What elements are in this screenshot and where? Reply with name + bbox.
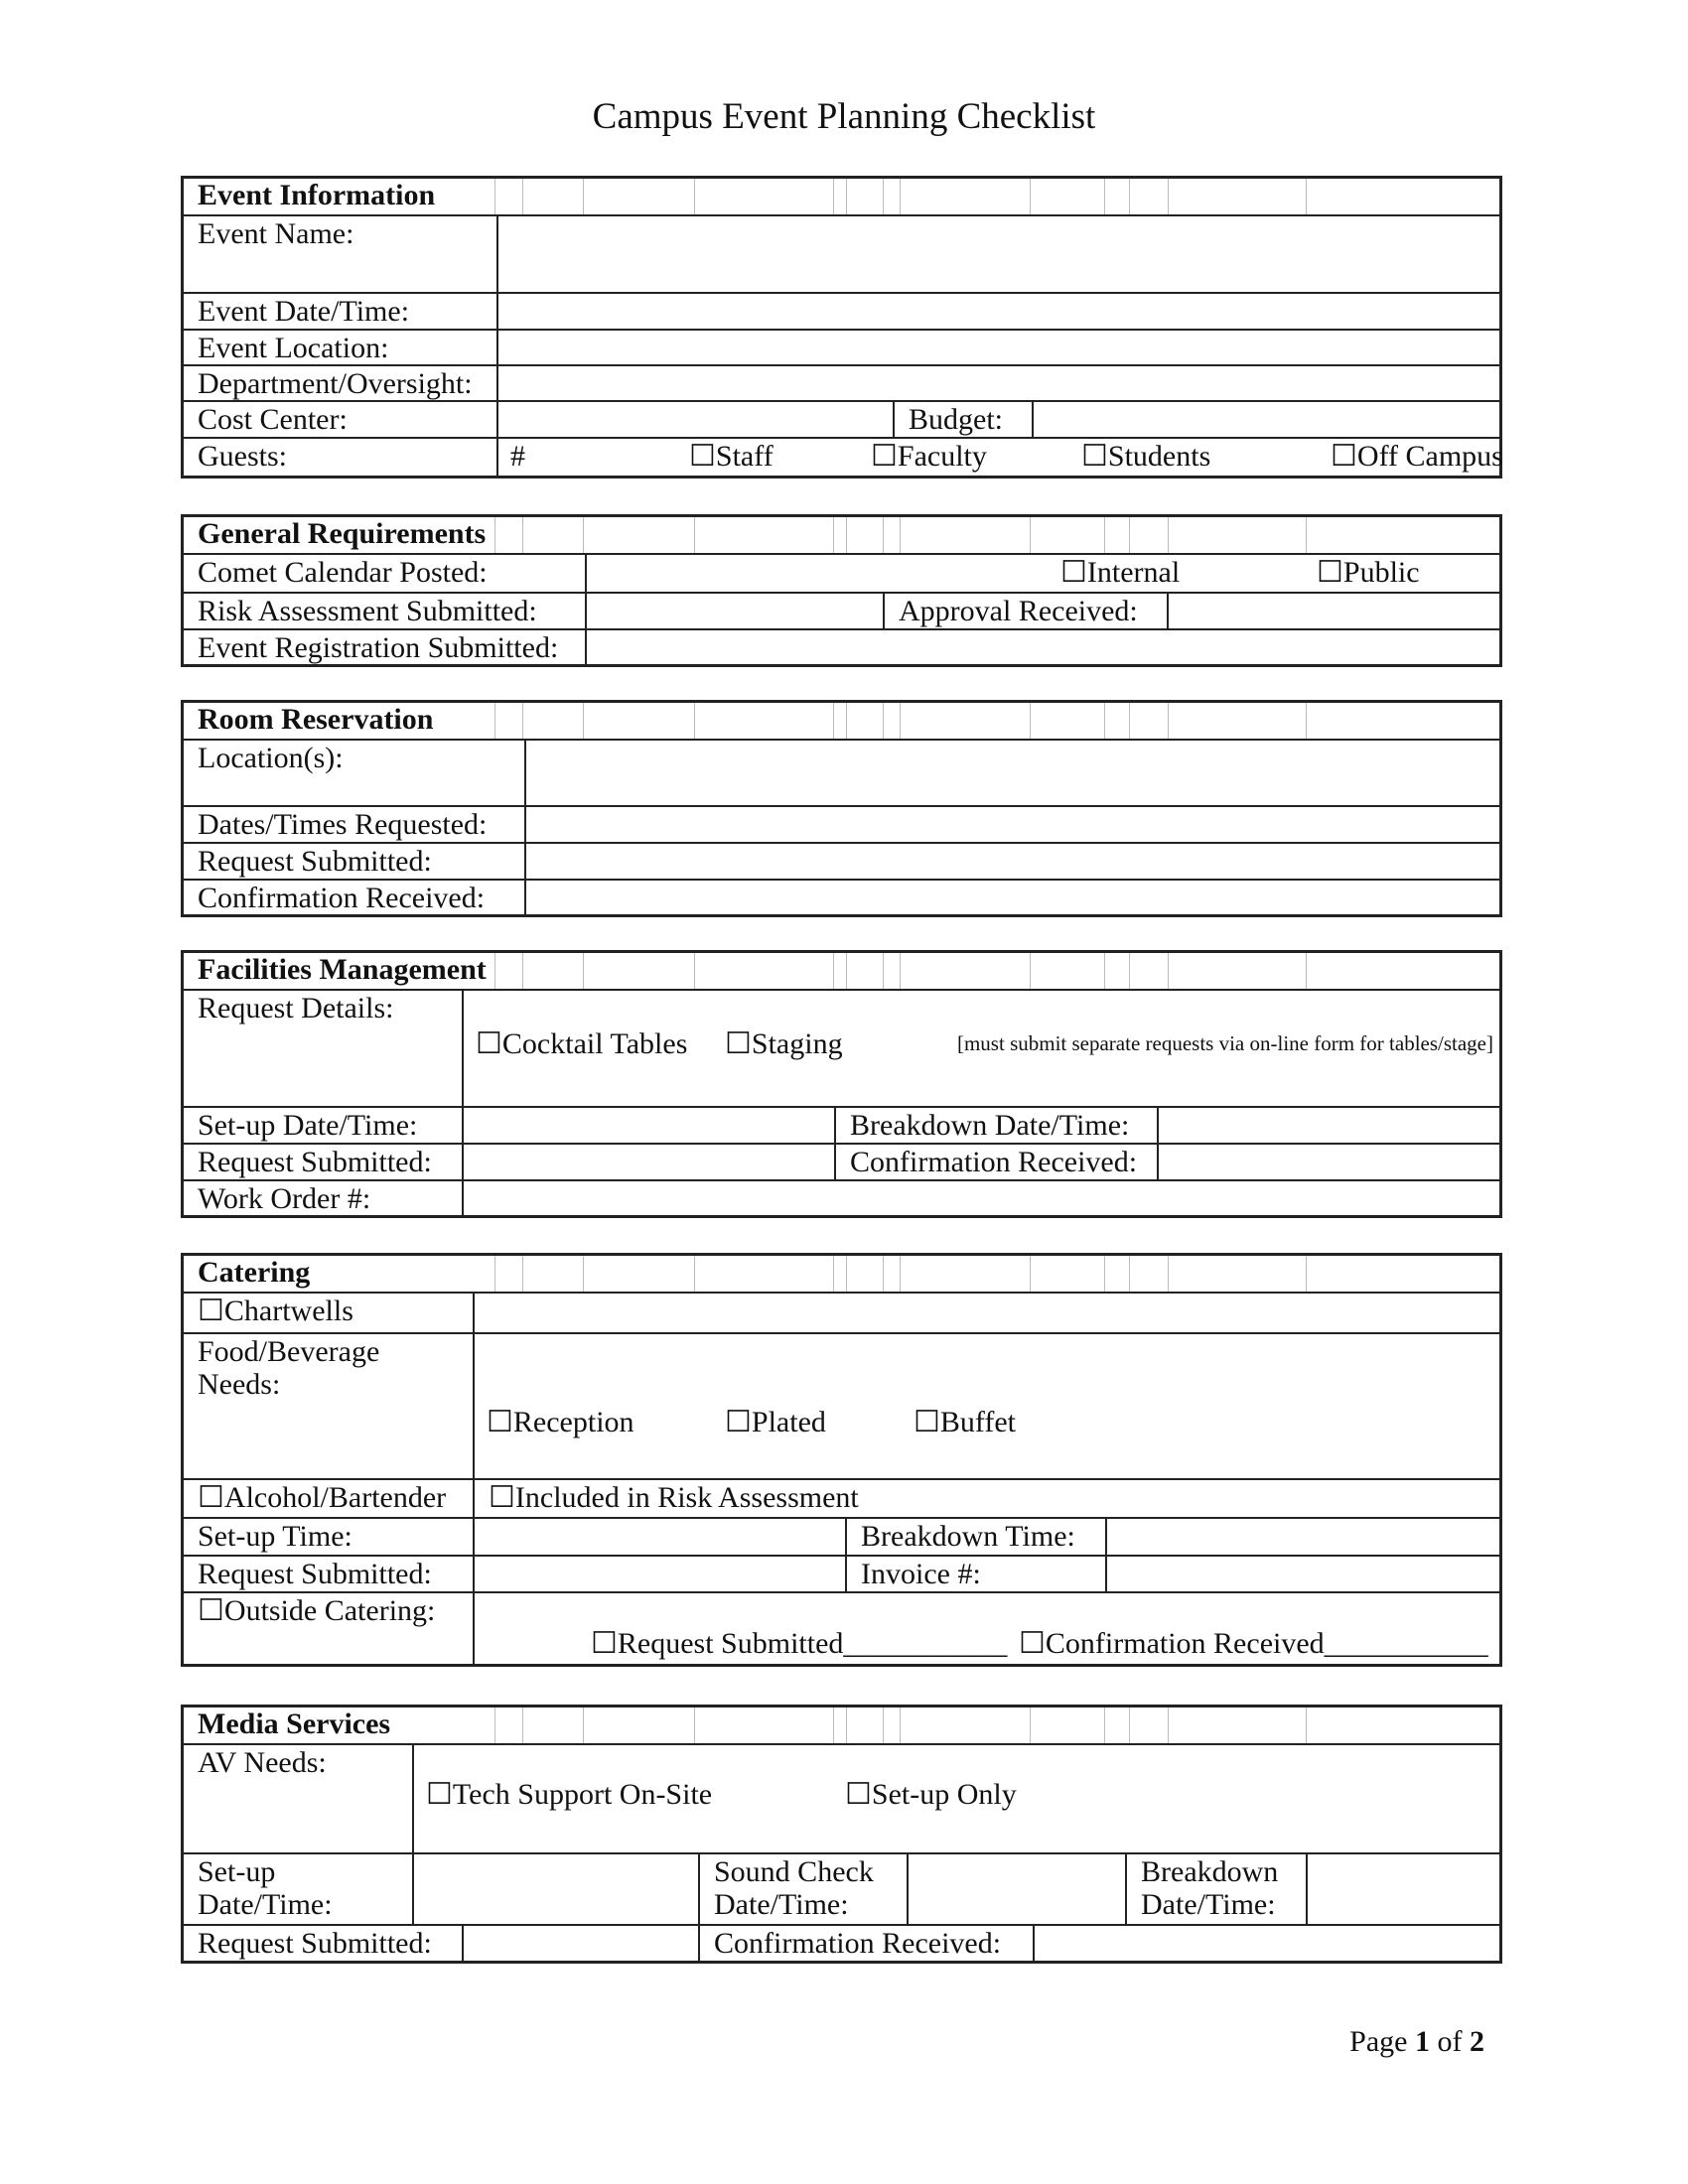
department-label: Department/Oversight: bbox=[198, 367, 473, 400]
section-header: General Requirements bbox=[198, 517, 487, 550]
setup-only-checkbox[interactable]: ☐Set-up Only bbox=[845, 1778, 1017, 1811]
section-header: Catering bbox=[198, 1256, 311, 1289]
guests-field bbox=[496, 439, 1503, 476]
confirmation-field[interactable] bbox=[524, 881, 1499, 914]
approval-label: Approval Received: bbox=[883, 594, 1167, 628]
section-header-row bbox=[184, 517, 1499, 553]
outside-catering-row bbox=[184, 1591, 1499, 1664]
breakdown-label-line2: Date/Time: bbox=[1141, 1888, 1276, 1921]
department-row bbox=[184, 364, 1499, 400]
food-field bbox=[473, 1334, 1499, 1478]
guest-off-campus-checkbox[interactable]: ☐Off Campus bbox=[1331, 440, 1503, 473]
risk-label: Risk Assessment Submitted: bbox=[198, 595, 537, 627]
breakdown-field[interactable] bbox=[1157, 1108, 1499, 1143]
plated-checkbox[interactable]: ☐Plated bbox=[725, 1406, 826, 1438]
budget-field[interactable] bbox=[1032, 402, 1499, 437]
work-order-row bbox=[184, 1179, 1499, 1215]
confirmation-field[interactable] bbox=[1033, 1926, 1499, 1961]
breakdown-time-label: Breakdown Time: bbox=[845, 1519, 1105, 1555]
setup-label-line1: Set-up bbox=[198, 1855, 276, 1888]
setup-time-field[interactable] bbox=[473, 1519, 845, 1555]
calendar-row bbox=[184, 553, 1499, 592]
approval-field[interactable] bbox=[1167, 594, 1499, 628]
dates-field[interactable] bbox=[524, 807, 1499, 842]
alcohol-checkbox[interactable]: ☐Alcohol/Bartender bbox=[198, 1481, 447, 1514]
request-field[interactable] bbox=[473, 1557, 845, 1591]
buffet-checkbox[interactable]: ☐Buffet bbox=[914, 1406, 1017, 1438]
request-label: Request Submitted: bbox=[198, 1558, 432, 1590]
invoice-field[interactable] bbox=[1105, 1557, 1499, 1591]
setup-time-label: Set-up Time: bbox=[198, 1520, 352, 1553]
food-label-line1: Food/Beverage bbox=[198, 1335, 380, 1368]
sound-check-field[interactable] bbox=[907, 1854, 1125, 1924]
breakdown-label-line1: Breakdown bbox=[1141, 1855, 1279, 1888]
outside-request-checkbox[interactable]: ☐Request Submitted___________ bbox=[591, 1627, 1008, 1660]
chartwells-row bbox=[184, 1292, 1499, 1332]
page-number: Page 1 of 2 bbox=[1349, 2025, 1484, 2058]
setup-time-row bbox=[184, 1517, 1499, 1555]
department-field[interactable] bbox=[496, 366, 1499, 400]
request-row bbox=[184, 1924, 1499, 1961]
online-form-note: [must submit separate requests via on-line form for tables/stage] bbox=[956, 1031, 1493, 1055]
calendar-field bbox=[585, 555, 1499, 592]
setup-field[interactable] bbox=[462, 1108, 834, 1143]
request-label: Request Submitted: bbox=[198, 845, 432, 878]
confirmation-label: Confirmation Received: bbox=[698, 1926, 1033, 1961]
reception-checkbox[interactable]: ☐Reception bbox=[487, 1406, 634, 1438]
event-location-field[interactable] bbox=[496, 331, 1499, 364]
breakdown-label: Breakdown Date/Time: bbox=[834, 1108, 1157, 1143]
request-row bbox=[184, 1143, 1499, 1179]
registration-field[interactable] bbox=[585, 630, 1499, 664]
av-needs-label: AV Needs: bbox=[198, 1746, 327, 1779]
event-information-section bbox=[181, 176, 1502, 478]
work-order-field[interactable] bbox=[462, 1181, 1499, 1215]
section-header-row bbox=[184, 179, 1499, 214]
av-needs-field bbox=[412, 1745, 1499, 1852]
tech-support-checkbox[interactable]: ☐Tech Support On-Site bbox=[426, 1778, 713, 1811]
guest-count-field[interactable]: # bbox=[510, 440, 525, 473]
section-header: Event Information bbox=[198, 179, 436, 211]
locations-field[interactable] bbox=[524, 741, 1499, 805]
outside-confirm-checkbox[interactable]: ☐Confirmation Received___________ bbox=[1019, 1627, 1488, 1660]
registration-label: Event Registration Submitted: bbox=[198, 631, 559, 664]
setup-label bbox=[184, 1854, 412, 1924]
section-header: Facilities Management bbox=[198, 953, 487, 986]
request-details-row bbox=[184, 989, 1499, 1106]
room-reservation-section bbox=[181, 700, 1502, 917]
setup-label-line2: Date/Time: bbox=[198, 1888, 333, 1921]
invoice-label: Invoice #: bbox=[845, 1557, 1105, 1591]
media-services-section bbox=[181, 1705, 1502, 1964]
event-name-field[interactable] bbox=[496, 216, 1499, 292]
confirmation-row bbox=[184, 879, 1499, 914]
locations-label: Location(s): bbox=[198, 742, 344, 774]
event-datetime-row bbox=[184, 292, 1499, 329]
dates-label: Dates/Times Requested: bbox=[198, 808, 488, 841]
general-requirements-section bbox=[181, 514, 1502, 667]
request-field[interactable] bbox=[524, 844, 1499, 879]
event-datetime-label: Event Date/Time: bbox=[198, 295, 410, 328]
event-location-label: Event Location: bbox=[198, 332, 389, 364]
section-header-row bbox=[184, 953, 1499, 989]
cocktail-tables-checkbox[interactable]: ☐Cocktail Tables bbox=[476, 1027, 688, 1060]
guest-faculty-checkbox[interactable]: ☐Faculty bbox=[871, 440, 987, 473]
request-details-field bbox=[462, 991, 1499, 1106]
event-location-row bbox=[184, 329, 1499, 364]
food-row bbox=[184, 1332, 1499, 1478]
sound-check-label-line1: Sound Check bbox=[714, 1855, 874, 1888]
outside-catering-checkbox[interactable]: ☐Outside Catering: bbox=[198, 1594, 436, 1627]
section-header-row bbox=[184, 703, 1499, 739]
cost-center-row bbox=[184, 400, 1499, 437]
setup-label: Set-up Date/Time: bbox=[198, 1109, 418, 1142]
confirmation-label: Confirmation Received: bbox=[198, 882, 486, 914]
guest-staff-checkbox[interactable]: ☐Staff bbox=[689, 440, 774, 473]
food-label-line2: Needs: bbox=[198, 1368, 281, 1401]
risk-row bbox=[184, 592, 1499, 628]
cost-center-field[interactable] bbox=[496, 402, 893, 437]
request-field[interactable] bbox=[462, 1926, 698, 1961]
setup-field[interactable] bbox=[412, 1854, 698, 1924]
work-order-label: Work Order #: bbox=[198, 1182, 371, 1215]
event-datetime-field[interactable] bbox=[496, 294, 1499, 329]
registration-row bbox=[184, 628, 1499, 664]
outside-catering-field bbox=[473, 1593, 1499, 1664]
chartwells-field[interactable] bbox=[473, 1294, 1499, 1332]
locations-row bbox=[184, 739, 1499, 805]
calendar-label: Comet Calendar Posted: bbox=[198, 556, 488, 589]
cost-center-label: Cost Center: bbox=[198, 403, 348, 436]
confirmation-field[interactable] bbox=[1157, 1145, 1499, 1179]
breakdown-field[interactable] bbox=[1306, 1854, 1499, 1924]
alcohol-row bbox=[184, 1478, 1499, 1517]
breakdown-time-field[interactable] bbox=[1105, 1519, 1499, 1555]
calendar-internal-checkbox[interactable]: ☐Internal bbox=[1060, 556, 1181, 589]
sound-check-label-line2: Date/Time: bbox=[714, 1888, 849, 1921]
guest-students-checkbox[interactable]: ☐Students bbox=[1081, 440, 1211, 473]
included-risk-checkbox[interactable]: ☐Included in Risk Assessment bbox=[473, 1480, 1499, 1517]
event-name-row bbox=[184, 214, 1499, 292]
setup-row bbox=[184, 1106, 1499, 1143]
event-name-label: Event Name: bbox=[198, 217, 354, 250]
guests-row bbox=[184, 437, 1503, 476]
food-label bbox=[184, 1334, 473, 1478]
media-times-row bbox=[184, 1852, 1499, 1924]
catering-section bbox=[181, 1253, 1502, 1667]
section-header: Room Reservation bbox=[198, 703, 434, 736]
breakdown-label bbox=[1125, 1854, 1306, 1924]
section-header: Media Services bbox=[198, 1707, 391, 1740]
confirmation-label: Confirmation Received: bbox=[834, 1145, 1157, 1179]
request-field[interactable] bbox=[462, 1145, 834, 1179]
guests-label: Guests: bbox=[198, 440, 287, 473]
page-title: Campus Event Planning Checklist bbox=[592, 96, 1096, 137]
budget-label: Budget: bbox=[893, 402, 1032, 437]
section-header-row bbox=[184, 1707, 1499, 1743]
av-needs-row bbox=[184, 1743, 1499, 1852]
request-details-label: Request Details: bbox=[198, 992, 394, 1024]
request-label: Request Submitted: bbox=[198, 1146, 432, 1178]
request-row bbox=[184, 842, 1499, 879]
section-header-row bbox=[184, 1256, 1499, 1292]
calendar-public-checkbox[interactable]: ☐Public bbox=[1317, 556, 1420, 589]
dates-row bbox=[184, 805, 1499, 842]
request-label: Request Submitted: bbox=[198, 1927, 432, 1960]
facilities-management-section bbox=[181, 950, 1502, 1218]
sound-check-label bbox=[698, 1854, 907, 1924]
staging-checkbox[interactable]: ☐Staging bbox=[725, 1027, 843, 1060]
request-row bbox=[184, 1555, 1499, 1591]
risk-field[interactable] bbox=[585, 594, 883, 628]
chartwells-checkbox[interactable]: ☐Chartwells bbox=[198, 1295, 353, 1327]
